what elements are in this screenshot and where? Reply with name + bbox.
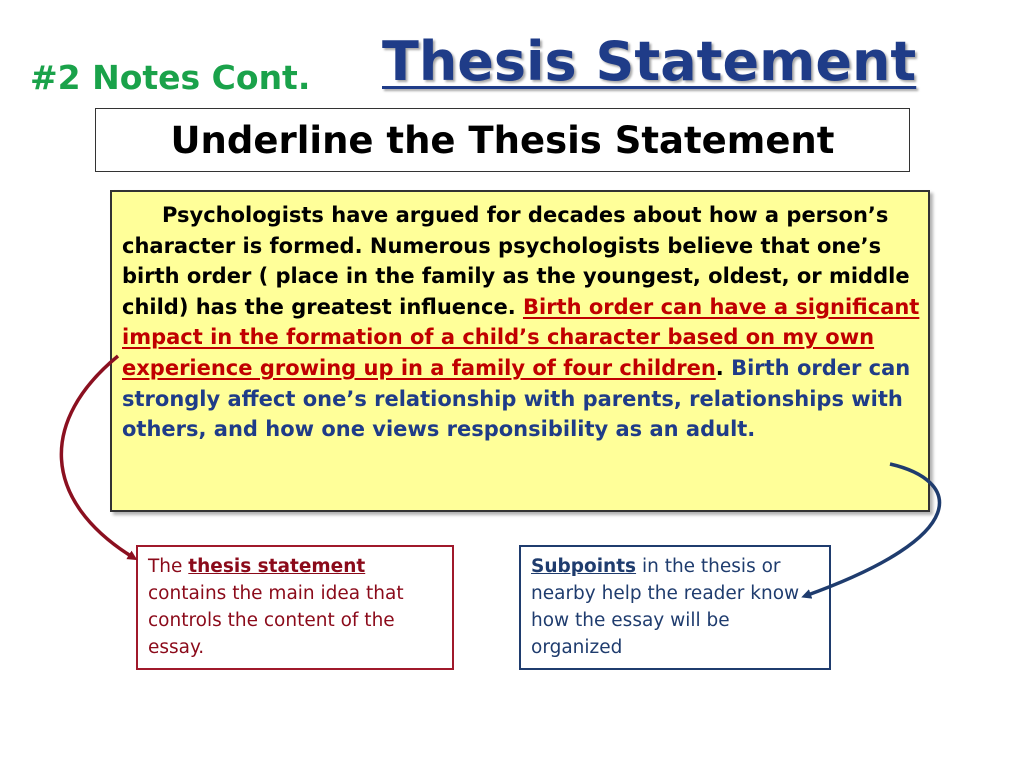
subpoints-callout-text: in the thesis or nearby help the reader know how the essay will be organized [531,556,800,658]
subpoints-arrow [805,464,939,596]
subpoints-callout-term: Subpoints [531,556,637,577]
notes-label: #2 Notes Cont. [30,58,311,97]
thesis-callout-prefix: The [148,556,189,577]
paragraph-thesis-sentence: Birth order can have a significant impact in the formation of a child’s character based on my own experience growing up in a family of four children [122,294,920,380]
paragraph-thesis-period: . [715,355,724,380]
thesis-callout-term: thesis statement [188,556,366,577]
paragraph-subpoints-sentence: Birth order can strongly affect one’s relationship with parents, relationships with others, and how one views responsibility as an adult. [122,355,911,442]
thesis-arrow [61,356,134,558]
thesis-callout-text: contains the main idea that controls the content of the essay. [148,583,404,658]
paragraph-intro: Psychologists have argued for decades about how a person’s character is formed. Numerous psychologists believe that one’s birth order ( place in the family as the youngest, oldest, or middle child) has the greatest influence. [122,203,910,319]
subtitle-text: Underline the Thesis Statement [170,118,835,162]
page-title: Thesis Statement [382,30,917,93]
